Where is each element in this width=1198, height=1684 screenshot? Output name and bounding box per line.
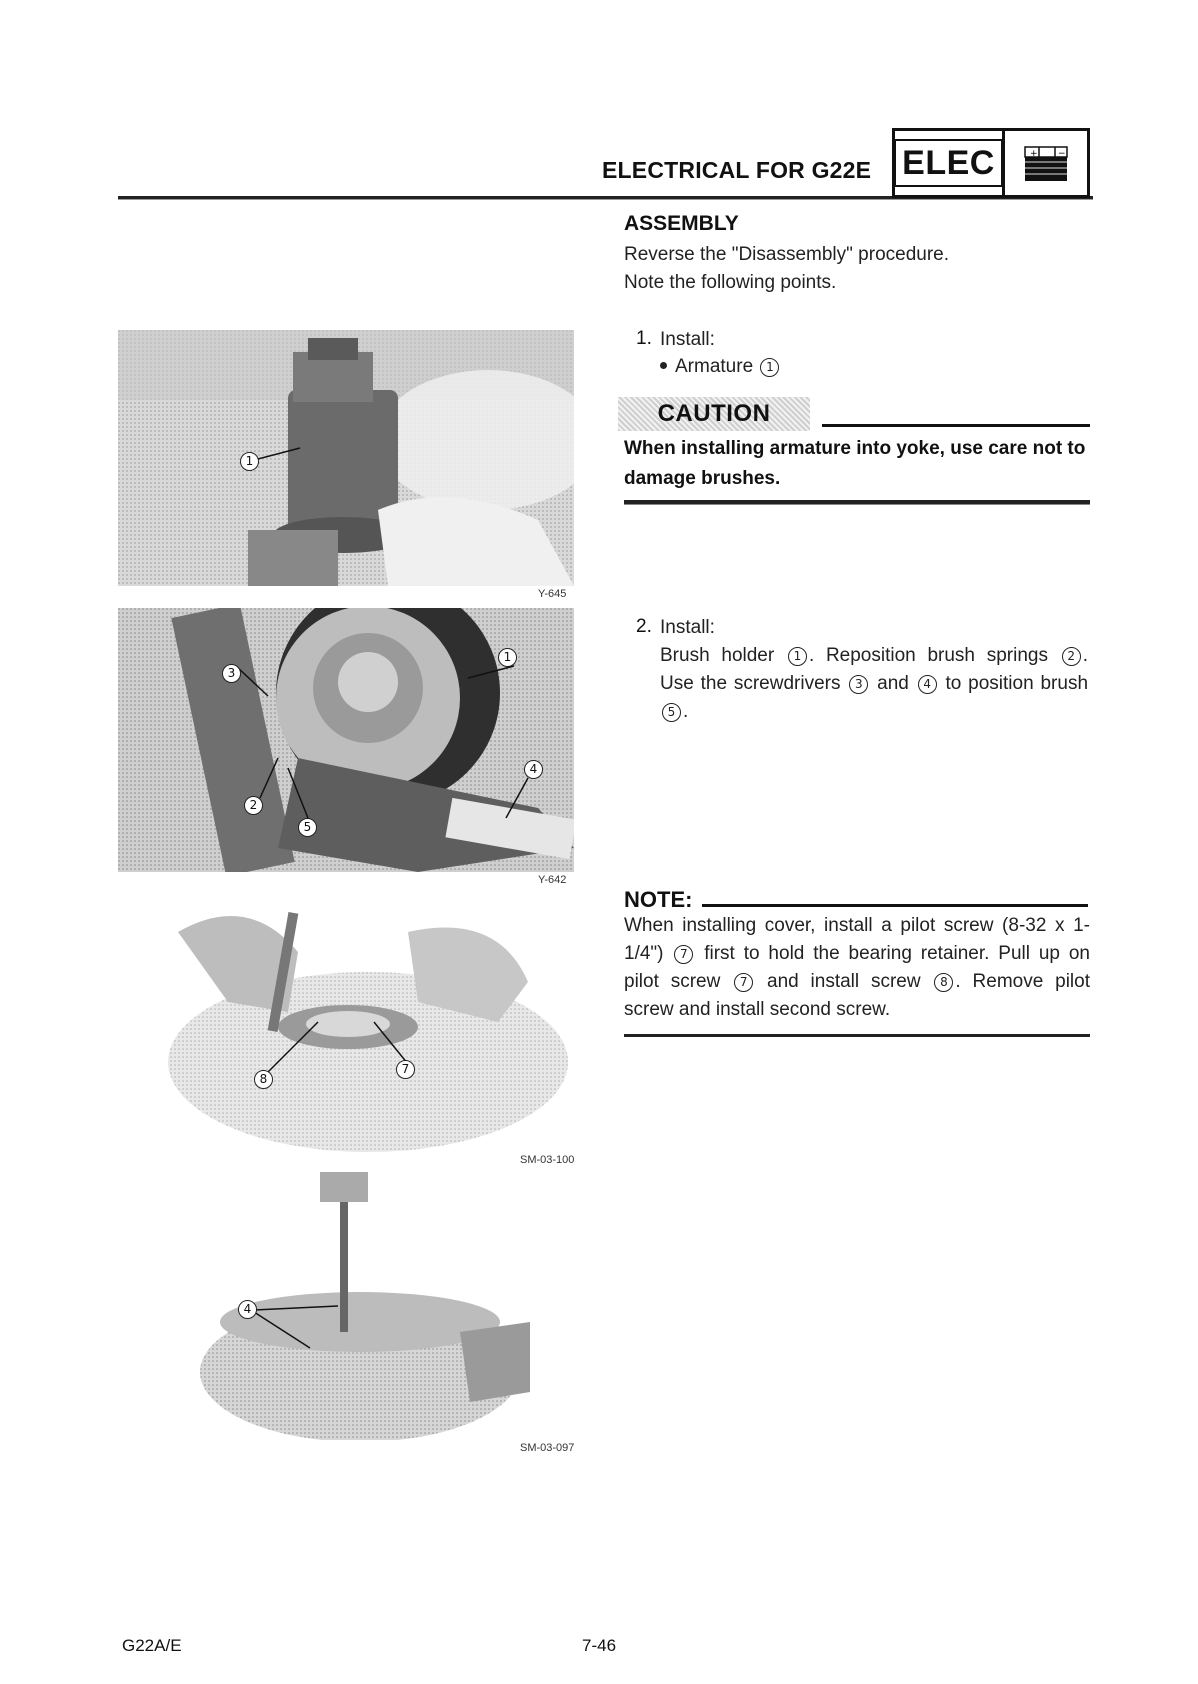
note-text-part: and install screw	[767, 971, 921, 992]
header-divider-shadow	[118, 199, 1093, 200]
assembly-heading: ASSEMBLY	[624, 212, 739, 235]
step1-number: 1.	[636, 328, 652, 349]
ref-callout: 2	[1062, 647, 1081, 666]
ref-callout: 5	[662, 703, 681, 722]
page-number: 7-46	[582, 1636, 617, 1655]
step1-action: Install:	[660, 329, 715, 350]
step2-text-part: . Use the screwdrivers	[660, 645, 1089, 694]
caution-bottom-rule-shadow	[624, 504, 1090, 505]
photo-id: SM-03-100	[520, 1154, 575, 1166]
photo-callout: 7	[396, 1060, 415, 1079]
assembly-note: Note the following points.	[624, 272, 837, 293]
assembly-intro: Reverse the "Disassembly" procedure.	[624, 244, 950, 265]
step2-number: 2.	[636, 616, 652, 637]
armature-install-photo	[118, 330, 574, 586]
bullet-text: Armature	[675, 356, 754, 377]
photo-callout: 2	[244, 796, 263, 815]
section-title: ELECTRICAL FOR G22E	[602, 157, 872, 183]
photo-callout: 3	[222, 664, 241, 683]
caution-text: When installing armature into yoke, use care not to damage brushes.	[624, 438, 1086, 489]
footer-model: G22A/E	[122, 1636, 182, 1655]
note-text-part: first to hold the bearing retainer. Pull up on pilot screw	[624, 943, 1090, 992]
step1-bullet	[660, 356, 781, 378]
brush-holder-photo	[118, 608, 574, 872]
elec-badge	[892, 128, 1090, 198]
step2-text-part: Brush holder	[660, 645, 775, 666]
photo-callout: 1	[240, 452, 259, 471]
note-rule	[702, 904, 1088, 907]
photo-callout: 5	[298, 818, 317, 837]
elec-badge-label: ELEC	[894, 139, 1003, 187]
step2-text-part: . Reposition brush springs	[808, 645, 1048, 666]
ref-callout: 1	[788, 647, 807, 666]
step2-text-part: and	[877, 673, 909, 694]
photo-id: SM-03-097	[520, 1442, 575, 1454]
photo-callout: 8	[254, 1070, 273, 1089]
photo-id: Y-645	[538, 588, 567, 600]
bullet-dot	[660, 362, 667, 369]
step2-text	[660, 642, 1088, 726]
step2-text-part: to position brush	[945, 673, 1089, 694]
photo-callout: 4	[238, 1300, 257, 1319]
ref-callout: 7	[674, 945, 693, 964]
battery-icon	[1005, 131, 1087, 195]
note-text-part: . Remove pilot screw and install second screw.	[624, 971, 1090, 1020]
ref-callout: 4	[918, 675, 937, 694]
svg-text:+: +	[1030, 149, 1038, 159]
ref-callout: 3	[849, 675, 868, 694]
ref-callout: 8	[934, 973, 953, 992]
note-bottom-rule	[624, 1034, 1090, 1037]
svg-text:−: −	[1058, 149, 1066, 159]
screw-install-photo	[200, 1172, 540, 1440]
photo-callout: 1	[498, 648, 517, 667]
step2-action: Install:	[660, 617, 715, 638]
note-text-part: When installing cover, install a pilot screw (8-32 x 1-1/4")	[624, 915, 1090, 964]
note-text	[624, 912, 1090, 1024]
caution-label: CAUTION	[618, 397, 810, 431]
cover-install-photo	[118, 892, 574, 1152]
photo-callout: 4	[524, 760, 543, 779]
note-label: NOTE:	[624, 887, 693, 912]
ref-callout: 1	[760, 358, 779, 377]
step2-text-part: .	[683, 701, 689, 722]
ref-callout: 7	[734, 973, 753, 992]
photo-id: Y-642	[538, 874, 567, 886]
caution-rule	[822, 424, 1090, 427]
